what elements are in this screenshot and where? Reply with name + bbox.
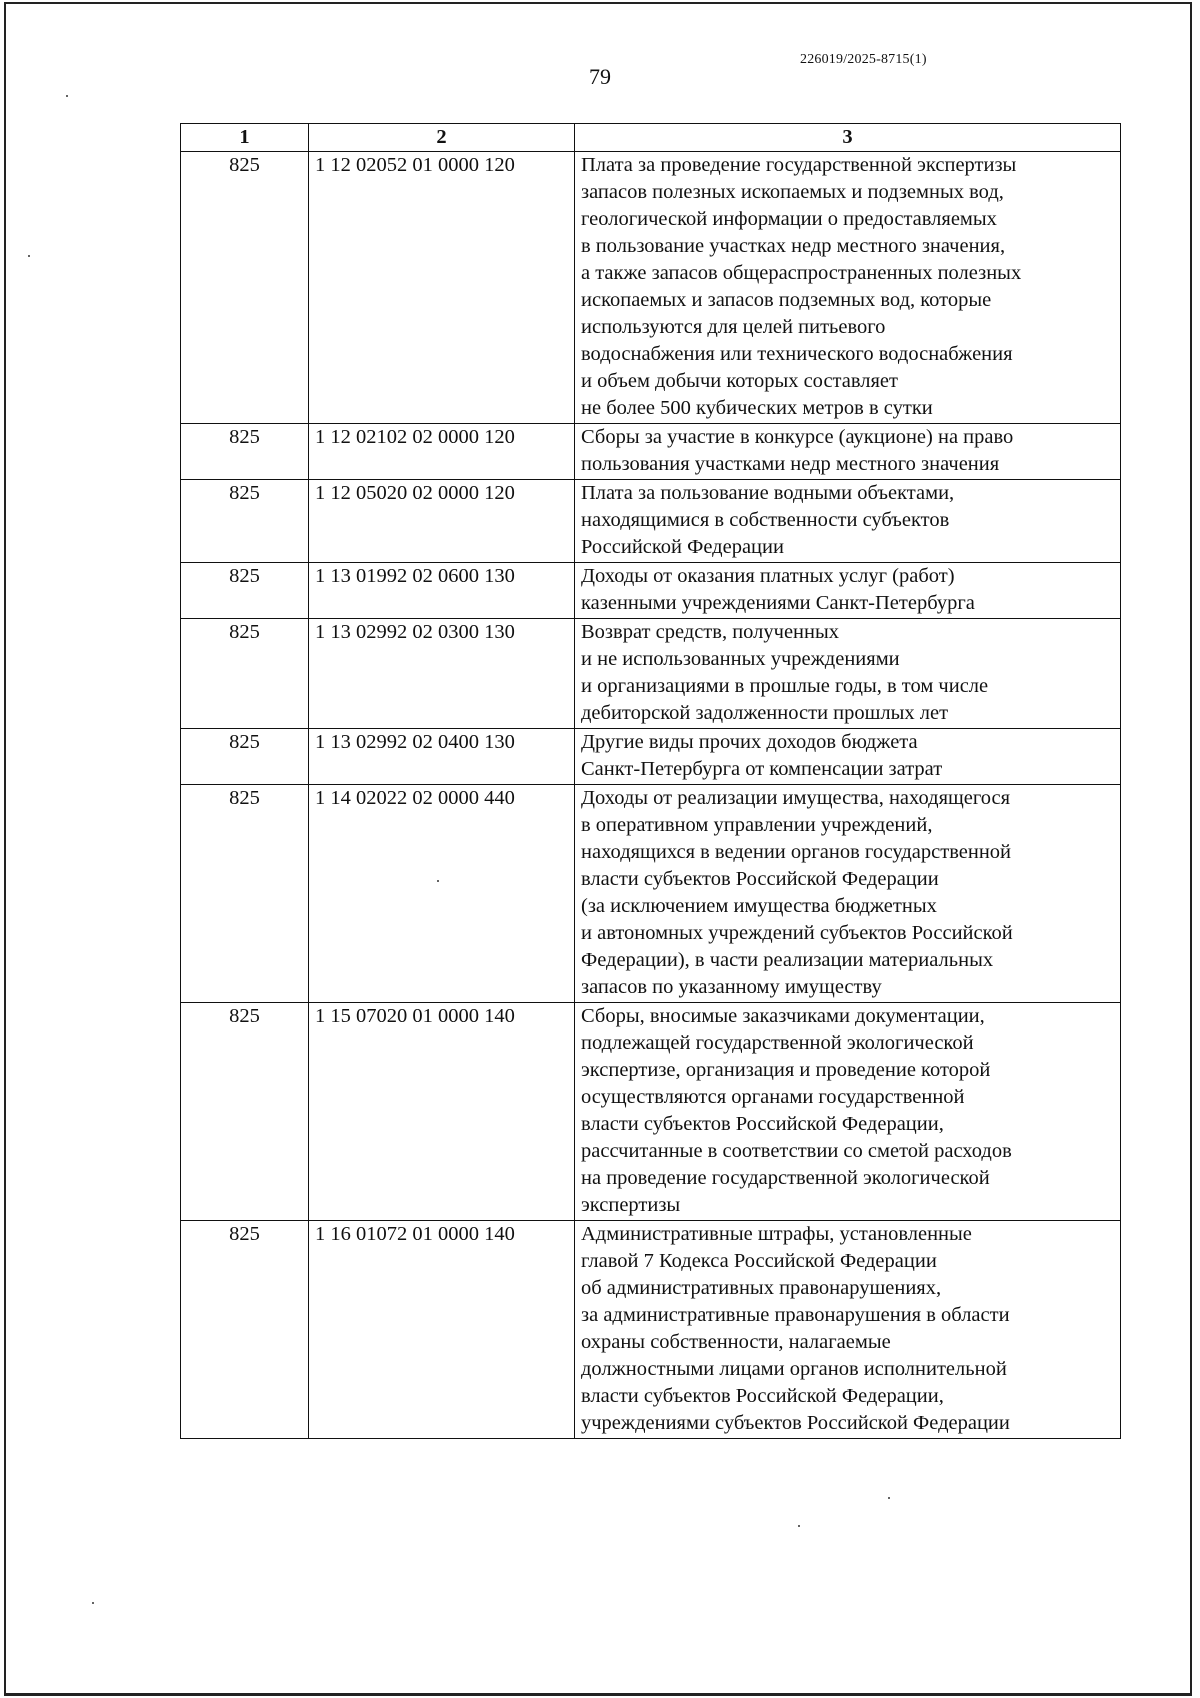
revenue-name-line: Плата за пользование водными объектами, [581, 482, 955, 504]
revenue-name-cell [575, 619, 1121, 729]
revenue-name-line: водоснабжения или технического водоснабжения [581, 343, 1013, 365]
table-row [181, 480, 1121, 563]
admin-code-cell: 825 [181, 424, 309, 480]
revenue-name-cell [575, 152, 1121, 424]
page-number: 79 [589, 64, 611, 89]
revenue-name-line: пользования участками недр местного значения [581, 453, 1000, 475]
scan-speck [28, 255, 30, 257]
revenue-name-line: Административные штрафы, установленные [581, 1223, 972, 1245]
revenue-name-line: не более 500 кубических метров в сутки [581, 397, 933, 419]
revenue-code-cell: 1 12 02052 01 0000 120 [309, 152, 575, 424]
revenue-name-line: Доходы от оказания платных услуг (работ) [581, 565, 955, 587]
revenue-name-line: учреждениями субъектов Российской Федерации [581, 1412, 1010, 1434]
scan-speck [66, 95, 68, 97]
revenue-name-line: Доходы от реализации имущества, находящегося [581, 787, 1011, 809]
revenue-name-line: осуществляются органами государственной [581, 1086, 965, 1108]
revenue-name-line: Возврат средств, полученных [581, 621, 840, 643]
revenue-name-line: геологической информации о предоставляемых [581, 208, 997, 230]
revenue-name-line: используются для целей питьевого [581, 316, 886, 338]
revenue-code-cell: 1 13 01992 02 0600 130 [309, 563, 575, 619]
scan-bottom-edge [4, 1693, 1192, 1696]
revenue-code-cell: 1 15 07020 01 0000 140 [309, 1003, 575, 1221]
revenue-name-cell [575, 424, 1121, 480]
revenue-name-line: а также запасов общераспространенных полезных [581, 262, 1022, 284]
column-header-2: 2 [309, 124, 575, 152]
revenue-name-line: запасов полезных ископаемых и подземных вод, [581, 181, 1004, 203]
revenue-code-cell: 1 12 02102 02 0000 120 [309, 424, 575, 480]
revenue-name-line: Санкт-Петербурга от компенсации затрат [581, 758, 943, 780]
revenue-name-line: Другие виды прочих доходов бюджета [581, 731, 918, 753]
revenue-name-line: должностными лицами органов исполнительной [581, 1358, 1007, 1380]
admin-code-cell: 825 [181, 480, 309, 563]
revenue-name-line: главой 7 Кодекса Российской Федерации [581, 1250, 937, 1272]
table-row [181, 424, 1121, 480]
revenue-code-cell: 1 13 02992 02 0400 130 [309, 729, 575, 785]
revenue-name-line: экспертизы [581, 1194, 681, 1216]
revenue-code-cell: 1 16 01072 01 0000 140 [309, 1221, 575, 1439]
revenue-code-cell: 1 12 05020 02 0000 120 [309, 480, 575, 563]
table-header [181, 124, 1121, 152]
revenue-name-line: казенными учреждениями Санкт-Петербурга [581, 592, 975, 614]
table-row [181, 785, 1121, 1003]
revenue-name-line: об административных правонарушениях, [581, 1277, 942, 1299]
revenue-name-line: и не использованных учреждениями [581, 648, 900, 670]
revenue-name-line: рассчитанные в соответствии со сметой расходов [581, 1140, 1012, 1162]
revenue-name-cell [575, 1221, 1121, 1439]
revenue-name-line: охраны собственности, налагаемые [581, 1331, 891, 1353]
admin-code-cell: 825 [181, 619, 309, 729]
revenue-name-cell [575, 1003, 1121, 1221]
table-row [181, 1221, 1121, 1439]
revenue-name-line: Российской Федерации [581, 536, 784, 558]
revenue-name-line: дебиторской задолженности прошлых лет [581, 702, 949, 724]
revenue-name-line: и объем добычи которых составляет [581, 370, 898, 392]
revenue-name-line: в пользование участках недр местного значения, [581, 235, 1006, 257]
admin-code-cell: 825 [181, 729, 309, 785]
table-row [181, 152, 1121, 424]
revenue-name-line: (за исключением имущества бюджетных [581, 895, 937, 917]
revenue-name-line: Сборы, вносимые заказчиками документации, [581, 1005, 985, 1027]
revenue-name-cell [575, 785, 1121, 1003]
table-row [181, 619, 1121, 729]
revenue-name-line: находящихся в ведении органов государственной [581, 841, 1012, 863]
revenue-name-line: Федерации), в части реализации материальных [581, 949, 994, 971]
revenue-name-line: запасов по указанному имуществу [581, 976, 882, 998]
admin-code-cell: 825 [181, 1221, 309, 1439]
table-row [181, 729, 1121, 785]
revenue-code-cell: 1 14 02022 02 0000 440 [309, 785, 575, 1003]
revenue-name-line: Сборы за участие в конкурсе (аукционе) на право [581, 426, 1014, 448]
revenue-name-line: власти субъектов Российской Федерации, [581, 1113, 944, 1135]
column-header-3: 3 [575, 124, 1121, 152]
revenue-name-line: ископаемых и запасов подземных вод, которые [581, 289, 992, 311]
document-registration-number: 226019/2025-8715(1) [800, 52, 927, 67]
table-body [181, 152, 1121, 1439]
revenue-codes-table [180, 123, 1121, 1439]
revenue-name-line: власти субъектов Российской Федерации [581, 868, 939, 890]
column-header-1: 1 [181, 124, 309, 152]
table-row [181, 1003, 1121, 1221]
revenue-name-line: подлежащей государственной экологической [581, 1032, 974, 1054]
table-row [181, 563, 1121, 619]
revenue-name-line: находящимися в собственности субъектов [581, 509, 950, 531]
admin-code-cell: 825 [181, 1003, 309, 1221]
revenue-name-cell [575, 729, 1121, 785]
revenue-name-line: Плата за проведение государственной экспертизы [581, 154, 1017, 176]
revenue-name-line: и автономных учреждений субъектов Российской [581, 922, 1013, 944]
revenue-name-cell [575, 563, 1121, 619]
admin-code-cell: 825 [181, 152, 309, 424]
table-header-row [181, 124, 1121, 152]
revenue-name-line: за административные правонарушения в области [581, 1304, 1010, 1326]
admin-code-cell: 825 [181, 785, 309, 1003]
revenue-name-line: в оперативном управлении учреждений, [581, 814, 933, 836]
admin-code-cell: 825 [181, 563, 309, 619]
revenue-code-cell: 1 13 02992 02 0300 130 [309, 619, 575, 729]
scan-speck [888, 1497, 890, 1499]
revenue-name-line: власти субъектов Российской Федерации, [581, 1385, 944, 1407]
revenue-name-line: на проведение государственной экологической [581, 1167, 990, 1189]
scan-speck [437, 880, 439, 882]
revenue-name-cell [575, 480, 1121, 563]
scan-speck [92, 1602, 94, 1604]
scan-speck [798, 1525, 800, 1527]
revenue-name-line: экспертизе, организация и проведение которой [581, 1059, 991, 1081]
revenue-name-line: и организациями в прошлые годы, в том числе [581, 675, 989, 697]
